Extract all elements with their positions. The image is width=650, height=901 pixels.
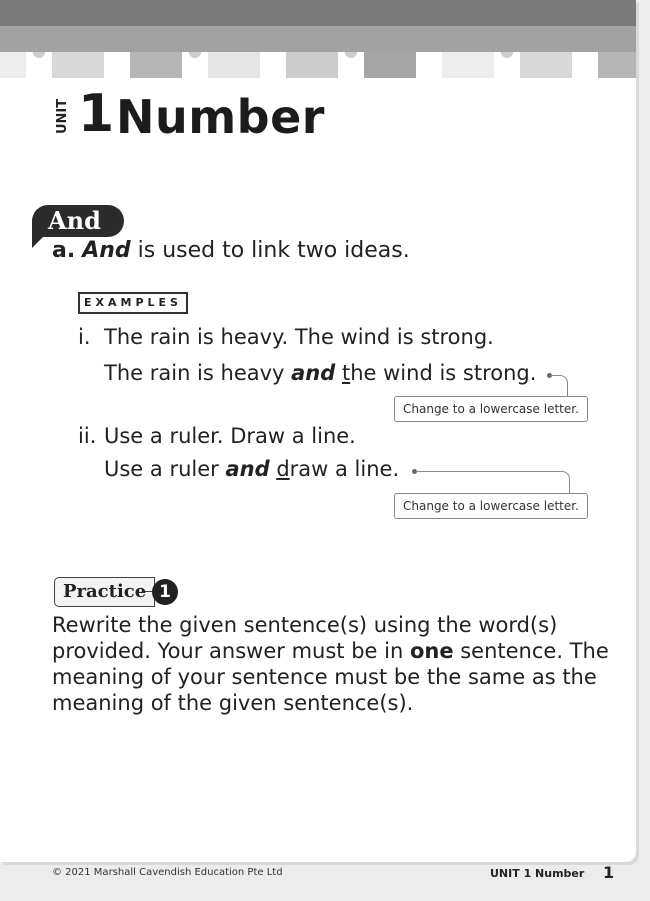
unit-number: 1 [78,84,115,144]
puzzle-piece [572,26,598,52]
puzzle-piece [598,0,624,26]
puzzle-piece [26,0,52,26]
examples-label: EXAMPLES [78,292,188,314]
puzzle-piece [286,0,312,26]
puzzle-piece [390,0,416,26]
rule-text: is used to link two ideas. [130,238,410,263]
puzzle-piece [52,26,78,52]
combined-after: raw a line. [289,457,400,481]
puzzle-piece [182,0,208,26]
combined-after: he wind is strong. [350,361,537,385]
practice-number: 1 [152,579,178,605]
instruction-text: Rewrite the given sentence(s) using the word(s) provided. Your answer must be in [52,613,558,663]
rule-prefix: a. [52,238,76,263]
puzzle-piece [442,0,468,26]
puzzle-piece [312,26,338,52]
note-connector [551,375,568,398]
puzzle-piece [234,0,260,26]
example-numeral: ii. [78,424,97,448]
page-number: 1 [603,863,615,882]
puzzle-piece [208,26,234,52]
example-combined [104,457,399,481]
puzzle-piece [338,0,364,26]
puzzle-piece [130,0,156,26]
puzzle-piece [494,0,520,26]
puzzle-piece [416,26,442,52]
section-badge-tail [32,234,46,248]
example-combined [104,361,536,385]
note-box: Change to a lowercase letter. [394,396,588,422]
grammar-rule [52,238,410,263]
puzzle-piece [520,26,546,52]
puzzle-piece [364,26,390,52]
combined-underlined-letter: t [341,361,351,385]
puzzle-piece [624,26,636,52]
unit-label: UNIT [55,98,70,134]
instruction-text: sentence. The meaning of your sentence must be the same as the meaning of the given sentence(s). [52,639,609,715]
combined-keyword: and [225,457,270,481]
combined-keyword: and [291,361,336,385]
combined-before: The rain is heavy [104,361,292,385]
section-badge: And [32,205,124,237]
puzzle-fade [0,52,636,85]
puzzle-piece [260,26,286,52]
example-original: The rain is heavy. The wind is strong. [104,325,494,349]
practice-badge: Practice [54,577,155,607]
unit-title: Number [116,90,325,144]
puzzle-piece [546,0,572,26]
practice-instructions [52,612,612,716]
note-box: Change to a lowercase letter. [394,493,588,519]
example-numeral: i. [78,325,91,349]
puzzle-piece [156,26,182,52]
combined-underlined-letter: d [276,457,290,481]
instruction-emphasis: one [409,639,454,663]
puzzle-banner-graphic [0,0,636,85]
puzzle-piece [104,26,130,52]
puzzle-piece [468,26,494,52]
footer-copyright: © 2021 Marshall Cavendish Education Pte Ltd [52,867,283,878]
rule-keyword: And [82,238,131,263]
example-original: Use a ruler. Draw a line. [104,424,356,448]
puzzle-piece [0,26,26,52]
puzzle-piece [78,0,104,26]
footer-unit: UNIT 1 Number [490,867,585,880]
combined-before: Use a ruler [104,457,226,481]
note-connector [416,471,570,494]
